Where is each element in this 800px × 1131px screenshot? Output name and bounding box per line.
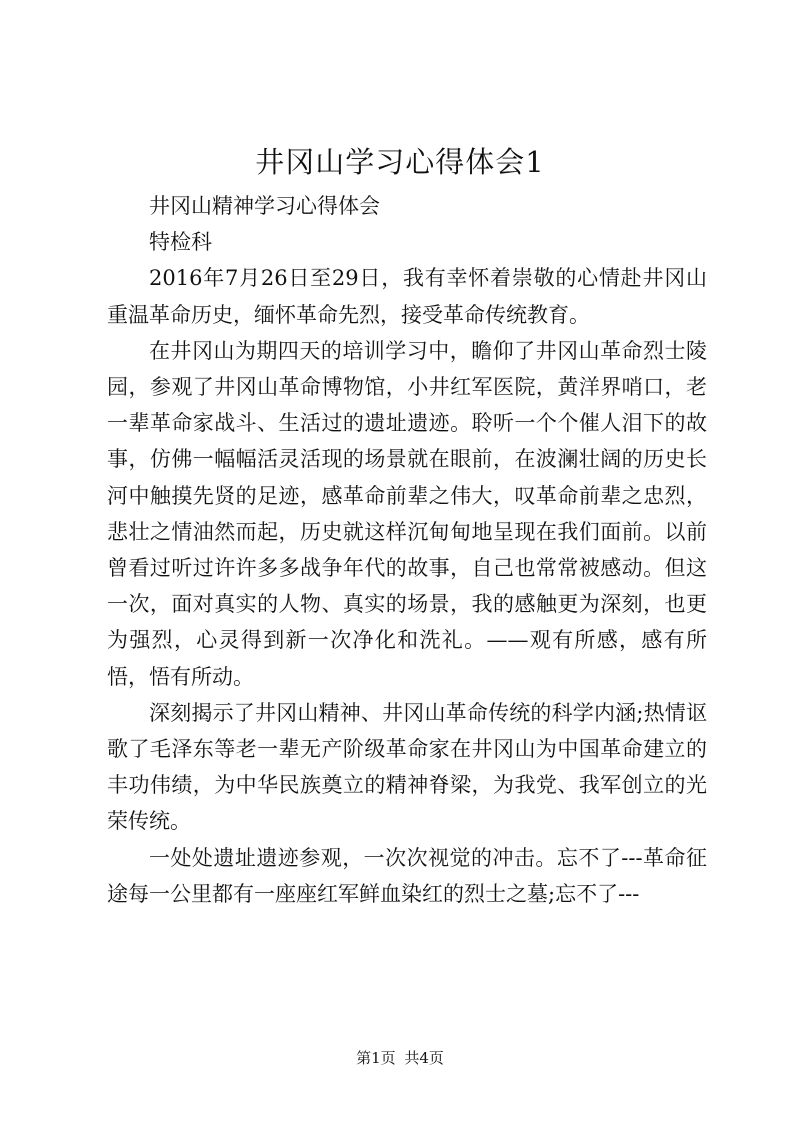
page-footer xyxy=(0,1048,800,1068)
body-paragraph: 一处处遗址遗迹参观，一次次视觉的冲击。忘不了---革命征途每一公里都有一座座红军鲜血染红的烈士之墓;忘不了--- xyxy=(107,845,707,906)
subtitle-paragraph: 井冈山精神学习心得体会 xyxy=(149,194,380,218)
body-paragraph: 深刻揭示了井冈山精神、井冈山革命传统的科学内涵;热情讴歌了毛泽东等老一辈无产阶级革命家在井冈山为中国革命建立的丰功伟绩，为中华民族奠立的精神脊梁，为我党、我军创立的光荣传统。 xyxy=(107,700,707,834)
document-title: 井冈山学习心得体会1 xyxy=(255,145,545,179)
page-number: 第1页 xyxy=(356,1049,396,1067)
department-paragraph: 特检科 xyxy=(149,230,212,255)
body-paragraph: 2016年7月26日至29日，我有幸怀着崇敬的心情赴井冈山重温革命历史，缅怀革命先烈，接受革命传统教育。 xyxy=(107,266,707,327)
page-total: 共4页 xyxy=(404,1049,444,1067)
body-paragraph: 在井冈山为期四天的培训学习中，瞻仰了井冈山革命烈士陵园，参观了井冈山革命博物馆，小井红军医院，黄洋界哨口，老一辈革命家战斗、生活过的遗址遗迹。聆听一个个催人泪下的故事，仿佛一幅幅活灵活现的场景就在眼前，在波澜壮阔的历史长河中触摸先贤的足迹，感革命前辈之伟大，叹革命前辈之忠烈，悲壮之情油然而起，历史就这样沉甸甸地呈现在我们面前。以前曾看过听过许许多多战争年代的故事，自己也常常被感动。但这一次，面对真实的人物、真实的场景，我的感触更为深刻，也更为强烈，心灵得到新一次净化和洗礼。——观有所感，感有所悟，悟有所动。 xyxy=(107,338,707,689)
document-body xyxy=(107,188,707,912)
